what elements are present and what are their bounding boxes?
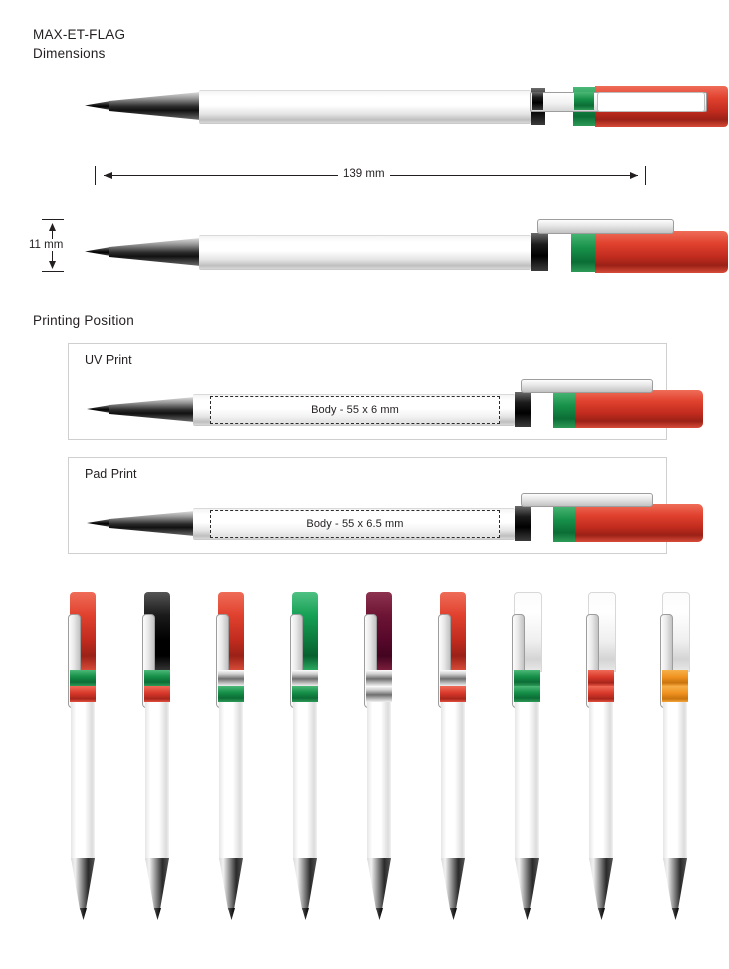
pen-variant-red-cap-white-ring[interactable]	[216, 592, 246, 922]
variant-nib	[450, 908, 457, 920]
print-area-uv: Body - 55 x 6 mm	[210, 396, 500, 424]
variant-ring-1	[662, 670, 688, 686]
variant-barrel	[663, 702, 687, 860]
variant-barrel	[441, 702, 465, 860]
variant-ring-1	[218, 670, 244, 686]
variant-ring-1	[514, 670, 540, 686]
variant-barrel	[219, 702, 243, 860]
pen-tip	[85, 101, 111, 110]
variant-ring-1	[366, 670, 392, 686]
page-title-line2: Dimensions	[33, 46, 106, 61]
pen-ring-black-2	[531, 233, 548, 271]
variant-cone	[663, 858, 687, 910]
pen-clip-green-accent	[574, 92, 594, 110]
print-method-label-uv: UV Print	[85, 353, 132, 367]
variant-cone	[441, 858, 465, 910]
pen-variant-white-cap-red-ring[interactable]	[586, 592, 616, 922]
print-method-label-pad: Pad Print	[85, 467, 137, 481]
pen-cone-pad	[109, 511, 195, 536]
pen-variant-red-cap-green-ring[interactable]	[68, 592, 98, 922]
variant-ring-2	[366, 686, 392, 702]
length-tick-right	[645, 166, 646, 185]
variant-nib	[228, 908, 235, 920]
length-tick-left	[95, 166, 96, 185]
pen-variant-maroon-cap-chrome[interactable]	[364, 592, 394, 922]
pen-tip-2	[85, 247, 111, 256]
pen-clip-white-plate	[597, 92, 705, 112]
variant-nib	[598, 908, 605, 920]
width-arrow-top	[49, 223, 56, 231]
pen-clip-pad	[521, 493, 653, 507]
variant-barrel	[589, 702, 613, 860]
width-tick-top	[42, 219, 64, 220]
pen-ring-black-uv	[515, 392, 531, 427]
variant-cone	[71, 858, 95, 910]
variant-cone	[367, 858, 391, 910]
pen-ring-green-uv	[553, 391, 575, 428]
variant-ring-2	[218, 686, 244, 702]
pen-variant-white-cap-orange-ring[interactable]	[660, 592, 690, 922]
variant-ring-1	[144, 670, 170, 686]
pen-barrel	[199, 90, 531, 124]
variant-nib	[376, 908, 383, 920]
variant-ring-1	[588, 670, 614, 686]
variant-nib	[302, 908, 309, 920]
variant-barrel	[145, 702, 169, 860]
variant-barrel	[515, 702, 539, 860]
pen-variant-black-cap-green-ring[interactable]	[142, 592, 172, 922]
width-tick-bottom	[42, 271, 64, 272]
pen-diagram-side	[85, 210, 645, 290]
variant-ring-1	[70, 670, 96, 686]
variant-ring-2	[588, 686, 614, 702]
pen-cone	[109, 92, 201, 120]
pen-clip-uv	[521, 379, 653, 393]
variant-cone	[515, 858, 539, 910]
variant-ring-1	[292, 670, 318, 686]
width-label: 11 mm	[24, 239, 68, 251]
print-position-uv	[68, 343, 667, 440]
pen-diagram-uv	[87, 372, 652, 434]
pen-clip-2	[537, 219, 674, 234]
pen-cap-red-pad	[575, 504, 703, 542]
pen-ring-black-pad	[515, 506, 531, 541]
variant-nib	[80, 908, 87, 920]
pen-cap-red-uv	[575, 390, 703, 428]
variant-nib	[524, 908, 531, 920]
pen-cone-2	[109, 238, 201, 266]
variant-ring-2	[292, 686, 318, 702]
length-arrow-left	[104, 172, 112, 179]
variant-cone	[219, 858, 243, 910]
pen-variant-green-cap-white-ring[interactable]	[290, 592, 320, 922]
variant-cone	[589, 858, 613, 910]
variant-ring-1	[440, 670, 466, 686]
variant-ring-2	[144, 686, 170, 702]
pen-variant-white-cap-green-ring[interactable]	[512, 592, 542, 922]
length-arrow-right	[630, 172, 638, 179]
pen-barrel-2	[199, 235, 531, 270]
variant-nib	[672, 908, 679, 920]
printing-position-heading: Printing Position	[33, 313, 134, 328]
pen-ring-green-2	[571, 232, 595, 272]
variant-nib	[154, 908, 161, 920]
width-arrow-bottom	[49, 261, 56, 269]
pen-clip-black-accent	[532, 92, 543, 110]
variant-cone	[145, 858, 169, 910]
pen-variant-red-cap-chrome-ring[interactable]	[438, 592, 468, 922]
variant-cone	[293, 858, 317, 910]
variant-ring-2	[662, 686, 688, 702]
length-label: 139 mm	[338, 168, 390, 180]
pen-cone-uv	[109, 397, 195, 422]
pen-tip-uv	[87, 405, 111, 413]
page-title	[33, 25, 125, 63]
variant-ring-2	[70, 686, 96, 702]
pen-tip-pad	[87, 519, 111, 527]
variant-barrel	[367, 702, 391, 860]
print-position-pad	[68, 457, 667, 554]
variant-barrel	[71, 702, 95, 860]
print-area-pad: Body - 55 x 6.5 mm	[210, 510, 500, 538]
pen-diagram-pad	[87, 486, 652, 548]
pen-ring-green-pad	[553, 505, 575, 542]
pen-diagram-top	[85, 78, 645, 148]
page-title-line1: MAX-ET-FLAG	[33, 27, 126, 42]
variant-ring-2	[440, 686, 466, 702]
pen-cap-red-2	[595, 231, 728, 273]
variant-barrel	[293, 702, 317, 860]
variant-ring-2	[514, 686, 540, 702]
